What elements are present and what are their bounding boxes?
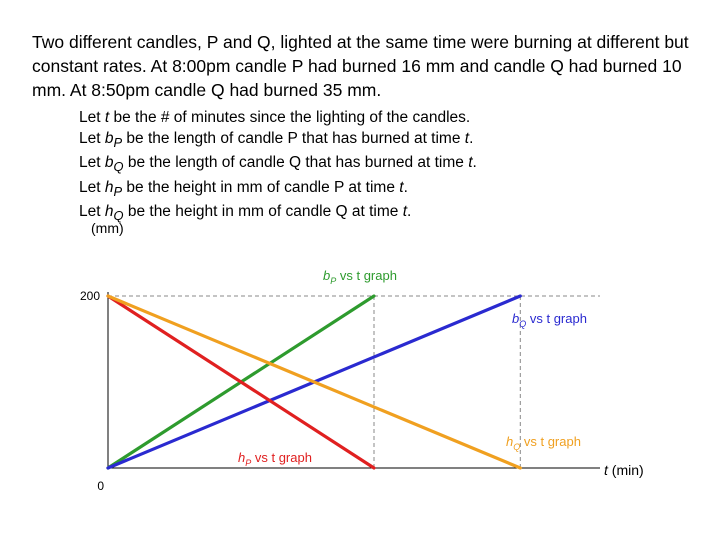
definition-time-variable: t (468, 154, 473, 172)
definition-time-variable: t (402, 203, 407, 221)
definition-variable: h (104, 203, 114, 221)
y-tick-label-0: 0 (97, 479, 104, 493)
definition-variable: t (104, 109, 110, 126)
definition-prefix: Let (79, 203, 105, 221)
definition-prefix: Let (79, 154, 105, 172)
definition-text: be the height in mm of candle P at time (122, 178, 400, 196)
y-tick-label-200: 200 (79, 289, 100, 303)
definition-subscript: Q (113, 208, 124, 224)
problem-statement: Two different candles, P and Q, lighted at the same time were burning at different but constant rates. At 8:00pm candle P had burned 16 mm and candle Q had burned 10 mm. At 8:50pm candle Q had burned 35 mm. (32, 32, 689, 100)
definition-variable: h (104, 178, 114, 196)
definition-variable: b (104, 154, 114, 172)
definition-text: be the length of candle P that has burned at time (122, 129, 465, 147)
definition-time-variable: t (399, 178, 404, 196)
definition-end: . (469, 129, 474, 147)
definition-subscript: P (113, 183, 123, 199)
series-label-bq: $b_Q$ vs t graph (512, 311, 587, 329)
series-label-hp: $h_P$ vs t graph (238, 450, 312, 468)
definition-subscript: Q (113, 159, 124, 175)
x-axis-label: t (min) (604, 462, 644, 478)
definition-time-variable: t (464, 129, 470, 147)
definition-text: be the # of minutes since the lighting of the candles. (109, 109, 471, 126)
series-label-hq: $h_Q$ vs t graph (506, 434, 581, 452)
definition-prefix: Let (79, 129, 105, 147)
definition-end: . (407, 203, 412, 221)
series-label-bp: $b_P$ vs t graph (323, 268, 397, 286)
definition-text: be the height in mm of candle Q at time (123, 203, 403, 221)
definition-end: . (403, 178, 408, 196)
definition-subscript: P (113, 134, 123, 150)
definition-end: . (472, 154, 477, 172)
definition-prefix: Let (79, 109, 105, 126)
definition-text: be the length of candle Q that has burned at time (123, 154, 469, 172)
definition-prefix: Let (79, 178, 105, 196)
series-layer (108, 296, 520, 468)
definition-variable: b (104, 129, 114, 147)
y-axis-unit-label: (mm) (91, 220, 124, 236)
